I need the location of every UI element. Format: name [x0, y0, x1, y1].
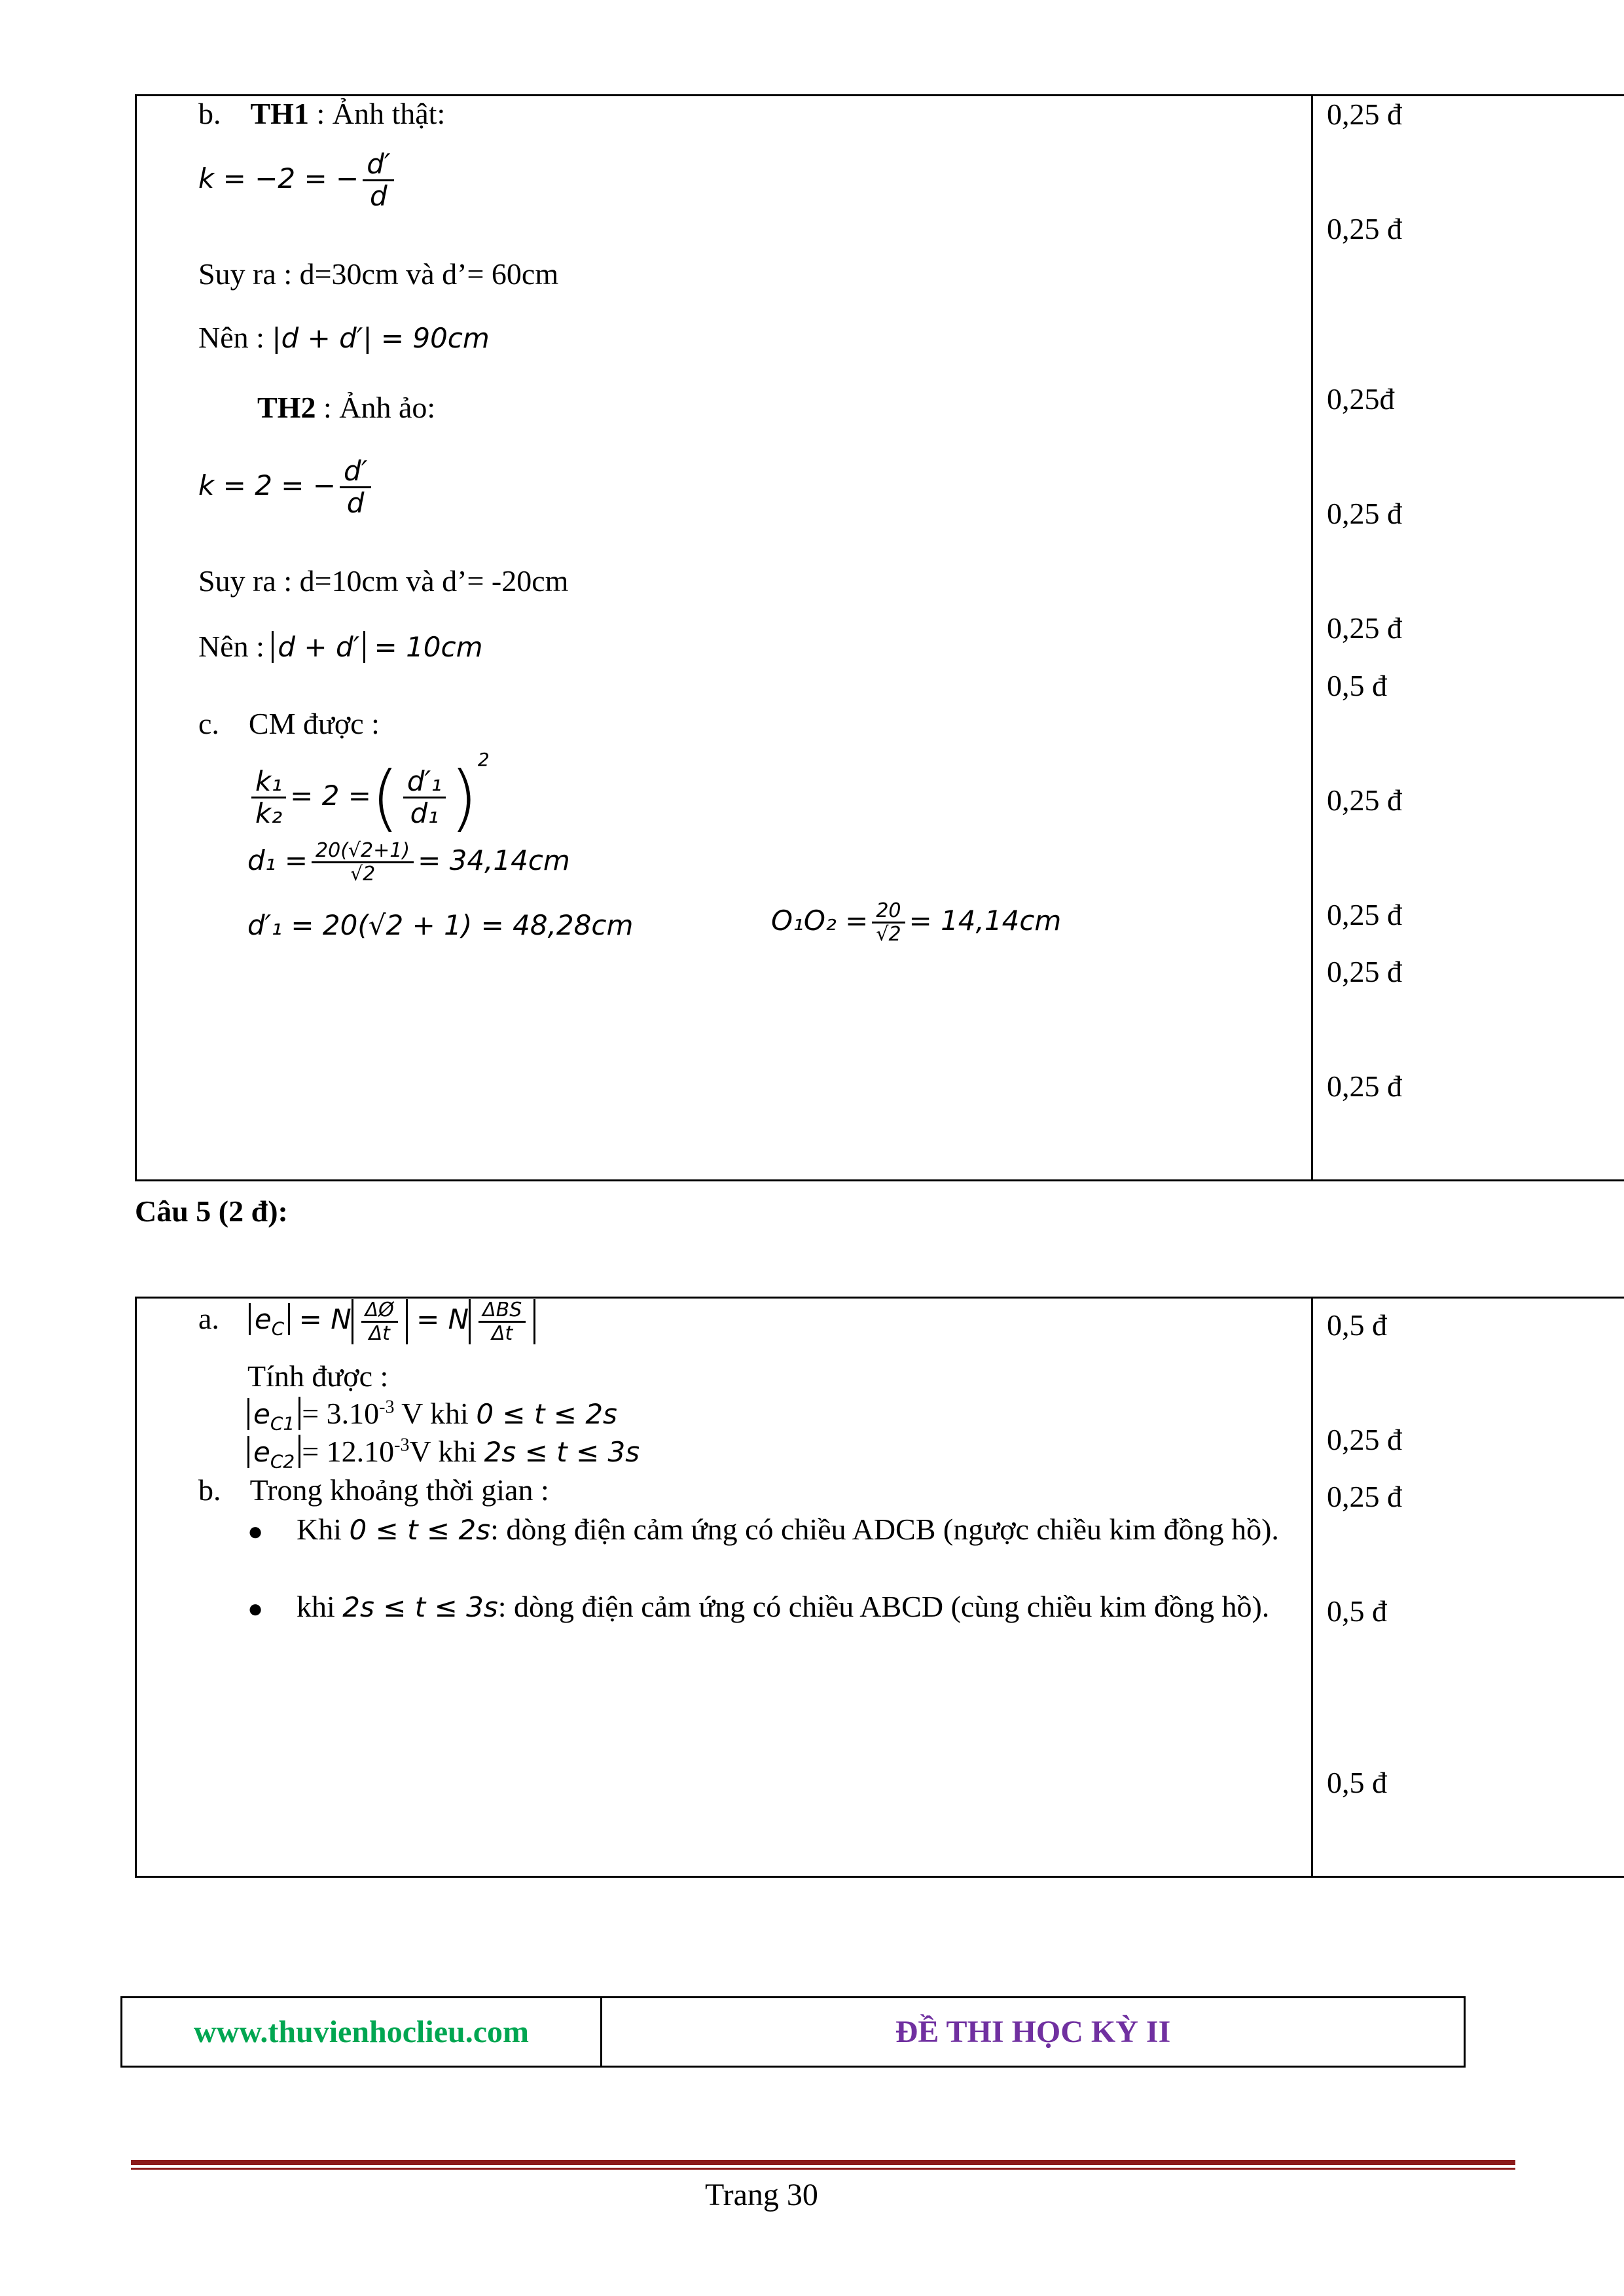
ec1-exp: -3 [379, 1397, 395, 1418]
phi-den: Δt [369, 1322, 390, 1345]
page-number: Trang 30 [705, 2178, 818, 2212]
o1o2-right: = 14,14cm [909, 905, 1062, 937]
mark-t2-2: 0,25 đ [1327, 1423, 1402, 1456]
o1o2-den: √2 [876, 923, 901, 946]
fraction-phi-dt [361, 1299, 398, 1344]
o1o2-formula [771, 900, 1061, 945]
b-label: b. [198, 1473, 221, 1507]
formula-k1 [198, 149, 398, 211]
ec2-unit: V khi [409, 1435, 484, 1468]
ec1-unit: V khi [394, 1397, 477, 1430]
footer-website[interactable]: www.thuvienhoclieu.com [122, 1998, 602, 2066]
power: 2 [477, 749, 490, 770]
ec1-cond: 0 ≤ t ≤ 2s [476, 1398, 617, 1430]
fraction-dp1-d1 [403, 766, 446, 829]
bullet1-body: : dòng điện cảm ứng có chiều ADCB (ngược chiều kim đồng hồ). [490, 1513, 1279, 1546]
bs-num: ΔBS [478, 1299, 526, 1323]
ec2-cond: 2s ≤ t ≤ 3s [484, 1436, 640, 1468]
phi-num: ΔØ [361, 1299, 398, 1323]
ec2-exp: -3 [394, 1435, 410, 1456]
mark-t2-1: 0,5 đ [1327, 1308, 1387, 1342]
mark-t2-5: 0,5 đ [1327, 1766, 1387, 1799]
cau5-b-line [198, 1473, 549, 1508]
nen-1-formula: |d + d′| = 90cm [272, 322, 490, 354]
footer-rule-thick [131, 2160, 1515, 2165]
k1: k₁ [251, 766, 286, 798]
bullet2-cond: 2s ≤ t ≤ 3s [342, 1591, 498, 1623]
ec-sub: C [271, 1318, 285, 1340]
paren-num: d′₁ [403, 766, 446, 798]
bullet-dot-2: ● [247, 1594, 264, 1623]
part-c-text: CM được : [248, 707, 380, 740]
d1-formula [247, 840, 570, 885]
ec2-value: = 12.10 [298, 1435, 394, 1468]
part-b-heading [198, 97, 445, 132]
ec2-symbol: e [253, 1436, 270, 1468]
mark-t1-9: 0,25 đ [1327, 955, 1402, 988]
frac-den-2: d [346, 487, 365, 520]
frac-num: d′ [363, 149, 394, 181]
mark-t1-10: 0,25 đ [1327, 1069, 1402, 1103]
fraction-k1-k2 [251, 766, 286, 829]
cau5-a-line [198, 1299, 535, 1344]
eq-n1: = N [290, 1303, 352, 1336]
d1-right: = 34,14cm [418, 844, 570, 876]
part-c-heading [198, 707, 380, 742]
mark-t1-7: 0,25 đ [1327, 783, 1402, 817]
a-label: a. [198, 1302, 219, 1336]
mark-t1-2: 0,25 đ [1327, 212, 1402, 245]
nen-1-prefix: Nên : [198, 321, 272, 354]
part-b-label: b. [198, 97, 221, 130]
o1o2-num: 20 [872, 900, 905, 924]
footer-rule-thin [131, 2168, 1515, 2170]
th1-text: : Ảnh thật: [308, 97, 446, 130]
ec1-symbol: e [253, 1398, 270, 1430]
ec1-value: = 3.10 [298, 1397, 379, 1430]
mark-t1-1: 0,25 đ [1327, 98, 1402, 131]
th2-text: : Ảnh ảo: [316, 391, 436, 424]
fraction-o1o2 [872, 900, 905, 945]
ec2-sub: C2 [270, 1450, 295, 1473]
ec2-line [247, 1435, 640, 1473]
footer-title: ĐỀ THI HỌC KỲ II [895, 2015, 1171, 2049]
tinh-duoc: Tính được : [247, 1359, 389, 1393]
paren-den: d₁ [410, 797, 439, 829]
mark-t2-4: 0,5 đ [1327, 1594, 1387, 1628]
nen-2-right: = 10cm [365, 631, 483, 663]
dp1-formula: d′₁ = 20(√2 + 1) = 48,28cm [247, 909, 634, 941]
ec2-abs [247, 1436, 298, 1473]
d1-den: √2 [350, 863, 376, 886]
d1-num: 20(√2+1) [312, 840, 414, 863]
b-text: Trong khoảng thời gian : [249, 1473, 549, 1507]
paren-close: ) [449, 755, 478, 840]
formula-k2 [198, 456, 375, 518]
fraction-d1 [312, 840, 414, 885]
o1o2-left: O₁O₂ = [771, 905, 869, 937]
mark-t1-8: 0,25 đ [1327, 898, 1402, 931]
paren-open: ( [370, 755, 399, 840]
frac-den: d [369, 180, 388, 213]
nen-2-line [198, 630, 483, 664]
eq-n2: = N [407, 1303, 469, 1336]
ec1-line [247, 1397, 617, 1435]
mark-t1-5: 0,25 đ [1327, 611, 1402, 645]
bullet-dot-1: ● [247, 1516, 264, 1546]
bs-den: Δt [492, 1322, 513, 1345]
cau5-heading: Câu 5 (2 đ): [135, 1194, 288, 1228]
ratio-mid: = 2 = [290, 780, 371, 812]
formula-k2-left: k = 2 = − [198, 469, 336, 502]
nen-2-formula: d + d′ [272, 631, 365, 663]
mark-t1-3: 0,25đ [1327, 382, 1395, 416]
table-1-divider [1311, 94, 1313, 1181]
d1-left: d₁ = [247, 844, 308, 876]
suy-ra-2: Suy ra : d=10cm và d’= -20cm [198, 564, 569, 598]
table-2-divider [1311, 1297, 1313, 1878]
bullet2-prefix: khi [297, 1590, 343, 1623]
phi-abs [352, 1299, 408, 1344]
th1-label: TH1 [250, 97, 309, 130]
th2-label: TH2 [257, 391, 316, 424]
fraction-d-prime-over-d-2 [340, 456, 371, 518]
suy-ra-1: Suy ra : d=30cm và d’= 60cm [198, 257, 559, 291]
bs-abs [469, 1299, 535, 1344]
k2: k₂ [255, 797, 283, 829]
fraction-d-prime-over-d [363, 149, 394, 211]
fraction-bs-dt [478, 1299, 526, 1344]
nen-1-line [198, 321, 490, 355]
footer-box [120, 1996, 1466, 2068]
ec-symbol: e [254, 1303, 272, 1336]
ec1-abs [247, 1398, 298, 1435]
bullet-2-text [297, 1588, 1298, 1626]
ec-abs [249, 1303, 290, 1340]
bullet-1-text [297, 1511, 1298, 1549]
bullet1-cond: 0 ≤ t ≤ 2s [349, 1514, 491, 1546]
ratio-formula [247, 749, 490, 840]
mark-t1-6: 0,5 đ [1327, 669, 1387, 702]
bullet1-prefix: Khi [297, 1513, 350, 1546]
ec1-sub: C1 [270, 1412, 295, 1435]
formula-k1-left: k = −2 = − [198, 162, 359, 195]
frac-num-2: d′ [340, 456, 371, 488]
nen-2-prefix: Nên : [198, 630, 272, 663]
mark-t1-4: 0,25 đ [1327, 497, 1402, 530]
bullet2-body: : dòng điện cảm ứng có chiều ABCD (cùng chiều kim đồng hồ). [497, 1590, 1270, 1623]
part-c-label: c. [198, 707, 219, 740]
th2-heading [257, 391, 435, 425]
mark-t2-3: 0,25 đ [1327, 1480, 1402, 1513]
